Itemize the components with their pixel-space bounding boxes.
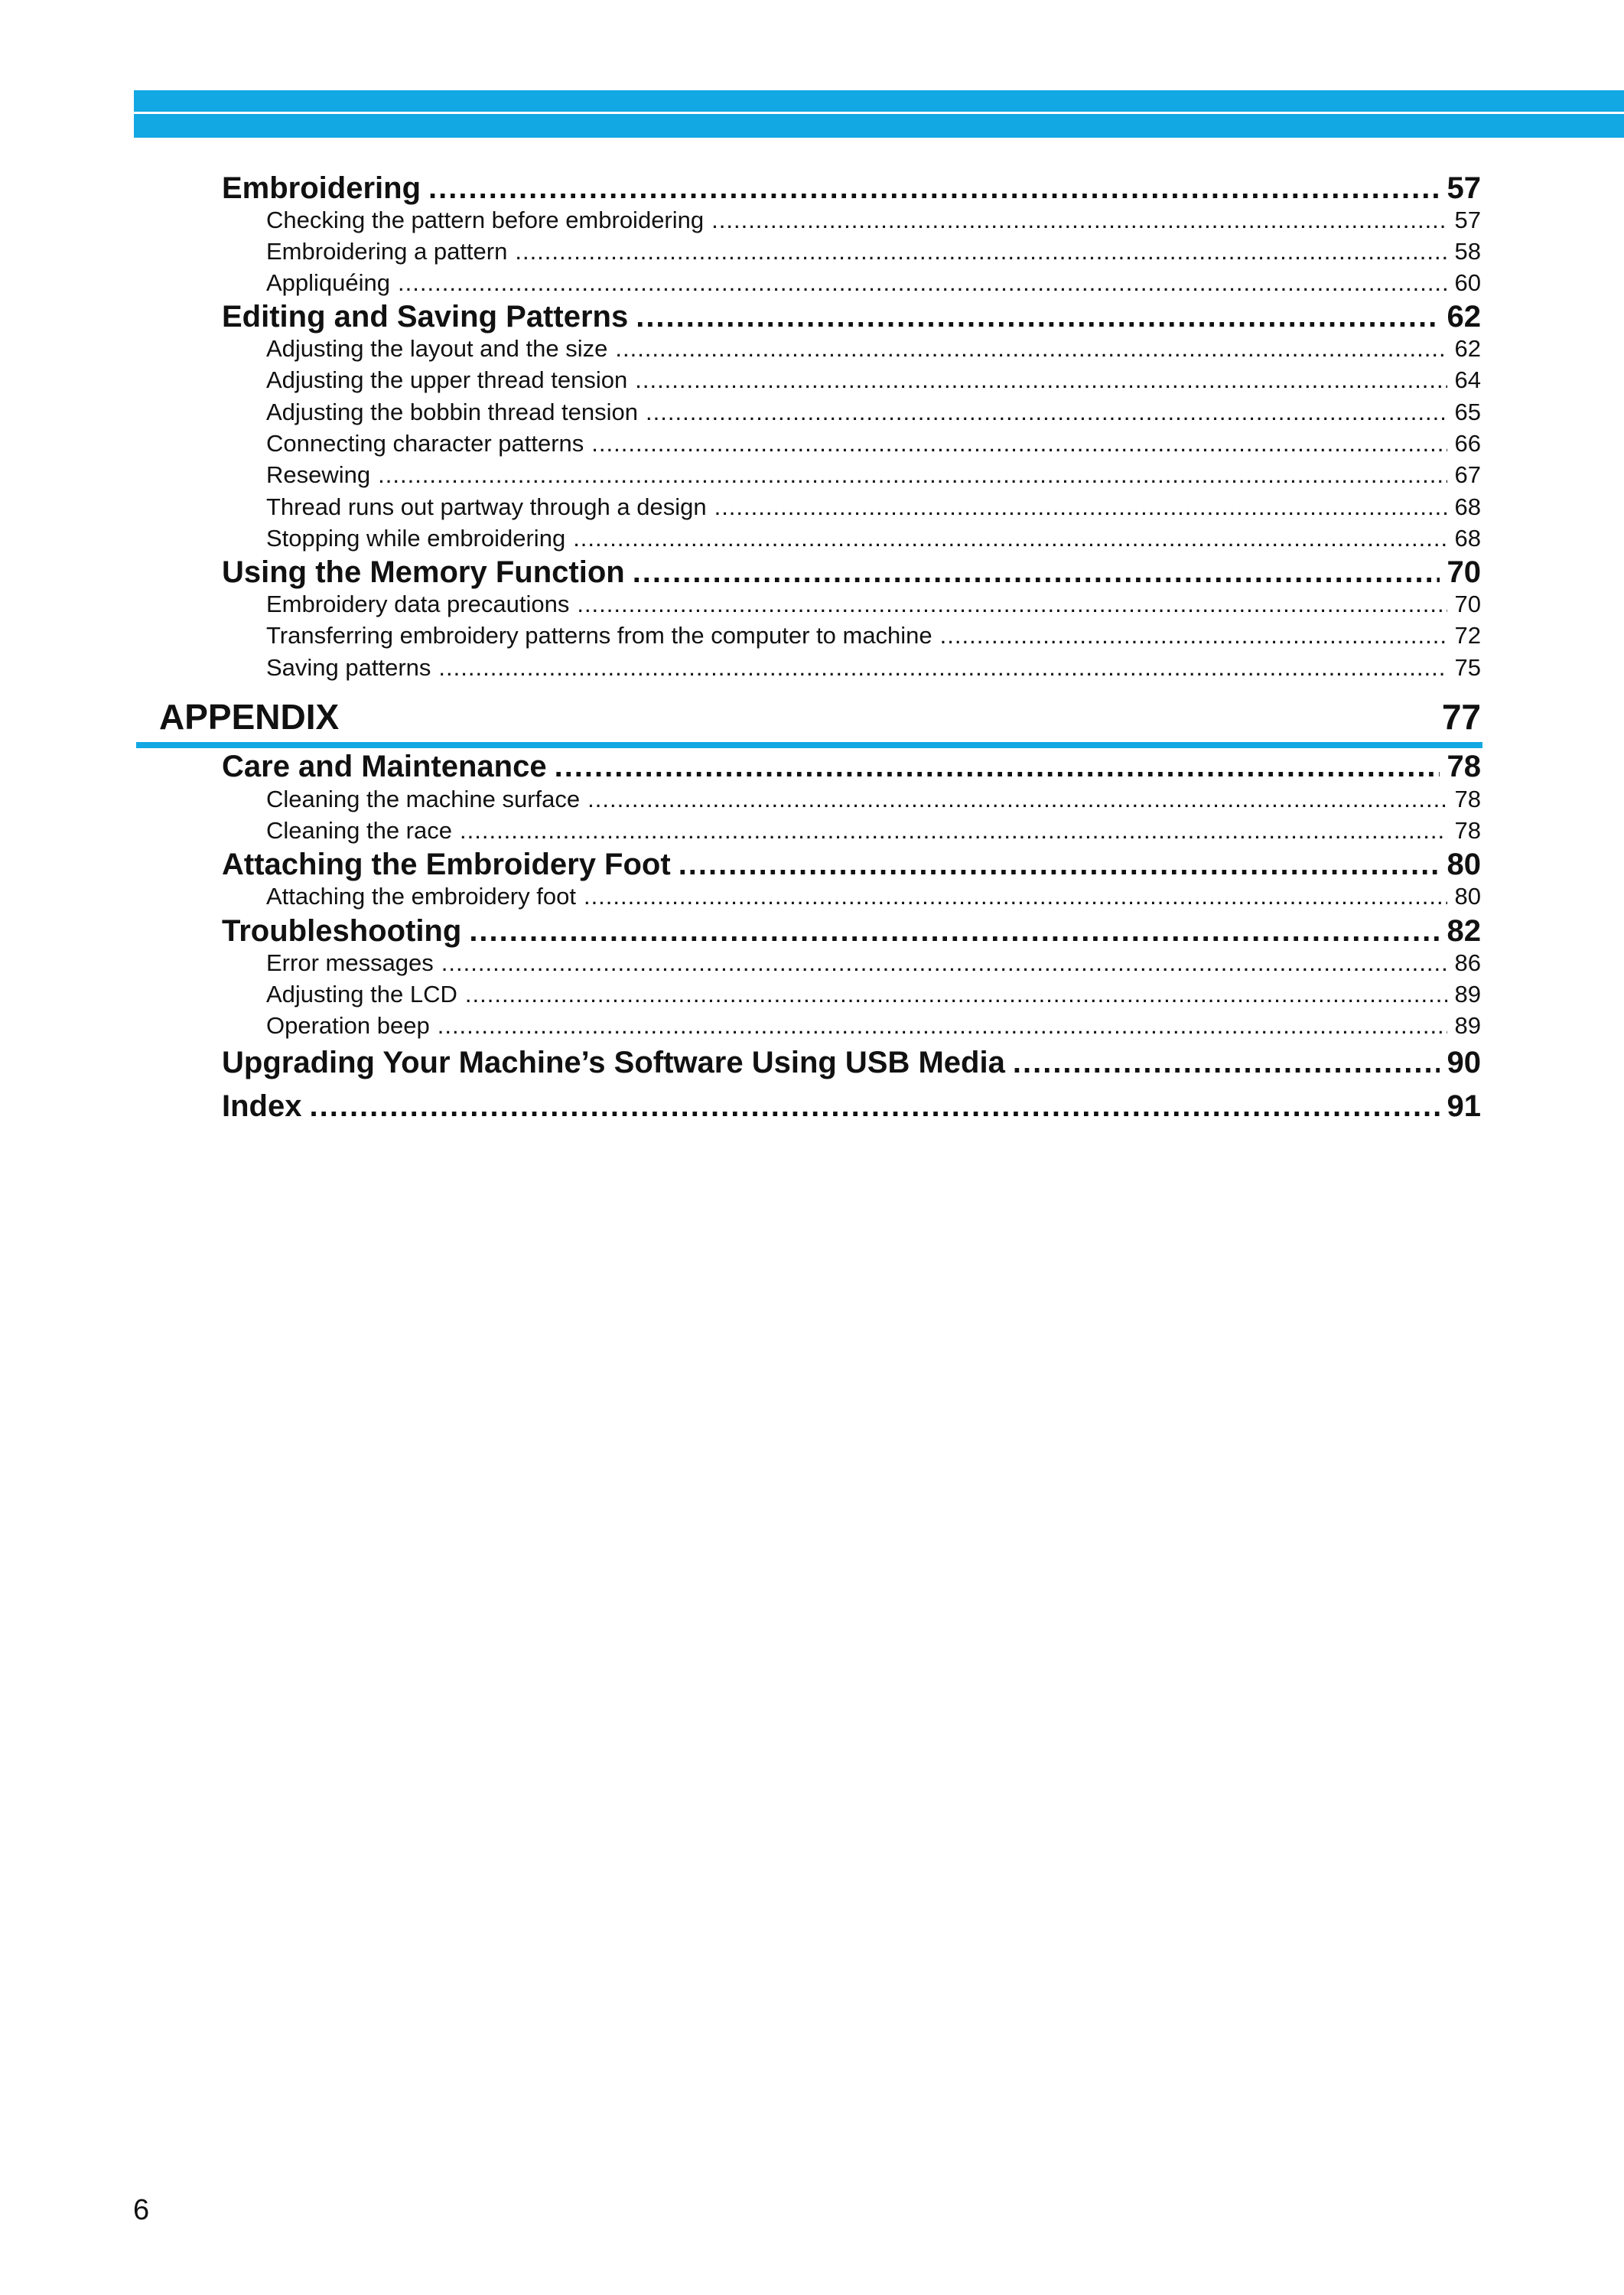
toc-entry-title: Care and Maintenance [222,750,547,783]
toc-entry-page: 78 [1454,817,1481,844]
toc-entry-saving-patterns[interactable] [266,654,1481,682]
toc-entry-title: Attaching the embroidery foot [266,883,576,910]
toc-entry-title: Index [222,1089,302,1123]
toc-entry-page: 70 [1454,591,1481,617]
toc-entry-page: 64 [1454,366,1481,393]
dot-leader [636,300,1439,334]
toc-entry-stopping[interactable] [266,525,1481,552]
toc-entry-page: 57 [1454,207,1481,233]
toc-entry-page: 58 [1454,238,1481,265]
dot-leader [1013,1046,1440,1080]
toc-entry-title: Adjusting the layout and the size [266,335,608,362]
dot-leader [573,525,1447,552]
dot-leader [577,591,1447,618]
toc-entry-page: 78 [1447,750,1481,783]
toc-entry-page: 80 [1447,848,1481,881]
header-band-line [134,112,1624,114]
toc-entry-page: 66 [1454,430,1481,457]
toc-entry-index[interactable] [222,1089,1481,1124]
dot-leader [646,399,1447,426]
toc-entry-page: 89 [1454,1012,1481,1039]
toc-entry-error-messages[interactable] [266,949,1481,977]
dot-leader [515,238,1447,265]
toc-entry-page: 70 [1447,555,1481,589]
toc-entry-page: 62 [1454,335,1481,362]
toc-entry-title: Stopping while embroidering [266,525,566,552]
toc-entry-transferring[interactable] [266,622,1481,649]
toc-entry-page: 67 [1454,461,1481,488]
toc-entry-attaching-foot-sub[interactable] [266,883,1481,910]
dot-leader [633,555,1440,590]
toc-entry-editing-saving[interactable] [222,300,1481,334]
toc-entry-title: Using the Memory Function [222,555,625,589]
toc-entry-title: Error messages [266,949,434,976]
toc-entry-title: Adjusting the upper thread tension [266,366,628,393]
dot-leader [679,848,1440,882]
toc-entry-cleaning-surface[interactable] [266,786,1481,813]
dot-leader [428,171,1439,206]
toc-entry-bobbin-tension[interactable] [266,399,1481,426]
toc-entry-troubleshooting[interactable] [222,914,1481,949]
dot-leader [587,786,1447,813]
toc-entry-title: Resewing [266,461,371,488]
toc-entry-title: Attaching the Embroidery Foot [222,848,671,881]
dot-leader [378,461,1447,489]
dot-leader [711,207,1447,234]
toc-entry-layout-size[interactable] [266,335,1481,363]
toc-entry-title: Connecting character patterns [266,430,584,457]
toc-entry-title: Upgrading Your Machine’s Software Using USB Media [222,1046,1005,1079]
toc-entry-connecting-character[interactable] [266,430,1481,457]
toc-entry-title: Embroidery data precautions [266,591,570,617]
toc-entry-title: Transferring embroidery patterns from the computer to machine [266,622,932,649]
dot-leader [438,1012,1447,1040]
toc-entry-upper-tension[interactable] [266,366,1481,394]
toc-entry-page: 75 [1454,654,1481,681]
toc-entry-title: Saving patterns [266,654,431,681]
toc-entry-title: Adjusting the LCD [266,981,457,1008]
toc-entry-page: 62 [1447,300,1481,334]
dot-leader [635,366,1447,394]
toc-entry-adjusting-lcd[interactable] [266,981,1481,1008]
toc-entry-title: Adjusting the bobbin thread tension [266,399,639,425]
toc-entry-page: 57 [1447,171,1481,205]
toc-entry-title: Cleaning the machine surface [266,786,581,812]
toc-entry-title: Troubleshooting [222,914,462,948]
toc-entry-page: 80 [1454,883,1481,910]
dot-leader [714,493,1447,521]
toc-entry-resewing[interactable] [266,461,1481,489]
dot-leader [469,914,1439,949]
toc-entry-embroidering[interactable] [222,171,1481,206]
toc-entry-upgrading-software[interactable] [222,1046,1481,1080]
toc-entry-title: Embroidering a pattern [266,238,508,265]
toc-entry-page: 60 [1454,269,1481,296]
toc-entry-care-maintenance[interactable] [222,750,1481,784]
dot-leader [584,883,1447,910]
dot-leader [441,949,1447,977]
toc-entry-page: 86 [1454,949,1481,976]
dot-leader [591,430,1447,457]
dot-leader [615,335,1447,363]
toc-entry-title: Cleaning the race [266,817,452,844]
toc-entry-page: 89 [1454,981,1481,1008]
dot-leader [460,817,1447,845]
page-number: 6 [133,2194,150,2226]
toc-entry-page: 82 [1447,914,1481,948]
header-band [134,90,1624,138]
dot-leader [309,1089,1439,1124]
appendix-title: APPENDIX [159,697,340,737]
toc-entry-page: 68 [1454,493,1481,520]
dot-leader [940,622,1447,649]
toc-entry-page: 91 [1447,1089,1481,1123]
toc-entry-data-precautions[interactable] [266,591,1481,618]
appendix-heading[interactable] [159,696,1481,737]
dot-leader [465,981,1447,1008]
toc-entry-appliqueing[interactable] [266,269,1481,297]
toc-entry-title: Operation beep [266,1012,430,1039]
toc-entry-page: 65 [1454,399,1481,425]
dot-leader [555,750,1440,784]
toc-entry-title: Editing and Saving Patterns [222,300,629,334]
toc-entry-attaching-foot[interactable] [222,848,1481,882]
dot-leader [438,654,1447,682]
dot-leader [398,269,1447,297]
toc-entry-title: Appliquéing [266,269,391,296]
toc-entry-page: 72 [1454,622,1481,649]
toc-entry-embroidering-pattern[interactable] [266,238,1481,265]
toc-entry-checking-pattern[interactable] [266,207,1481,234]
appendix-page: 77 [1441,697,1481,737]
appendix-rule [136,742,1482,748]
toc-entry-page: 90 [1447,1046,1481,1079]
toc-entry-operation-beep[interactable] [266,1012,1481,1040]
toc-entry-thread-runs-out[interactable] [266,493,1481,521]
toc-entry-page: 78 [1454,786,1481,812]
toc-entry-page: 68 [1454,525,1481,552]
toc-entry-cleaning-race[interactable] [266,817,1481,845]
toc-entry-title: Embroidering [222,171,421,205]
toc-entry-memory-function[interactable] [222,555,1481,590]
toc-entry-title: Thread runs out partway through a design [266,493,707,520]
toc-entry-title: Checking the pattern before embroidering [266,207,705,233]
